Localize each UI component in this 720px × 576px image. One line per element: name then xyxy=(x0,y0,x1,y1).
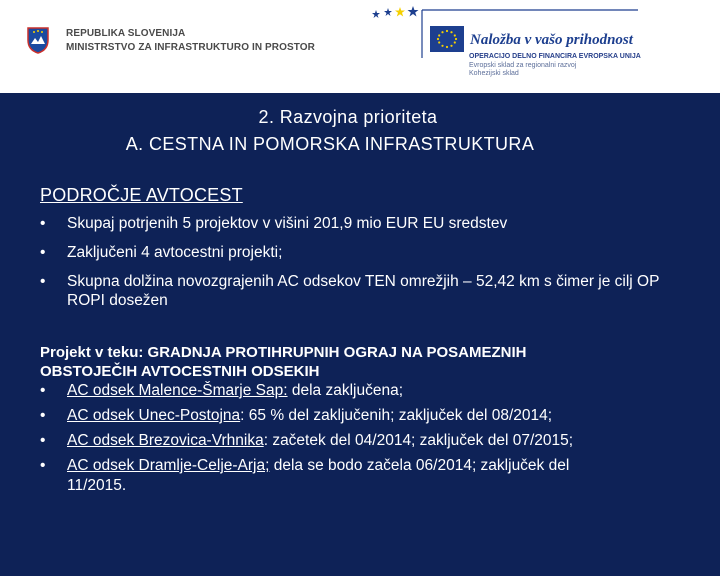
ministry-name xyxy=(66,27,315,55)
ministry-line2: MINISTRSTVO ZA INFRASTRUKTURO IN PROSTOR xyxy=(66,42,315,53)
item-status-continued: 11/2015. xyxy=(67,477,127,494)
bullet-marker: • xyxy=(40,457,46,474)
project-heading-line1: Projekt v teku: GRADNJA PROTIHRUPNIH OGRAJ NA POSAMEZNIH xyxy=(40,344,527,361)
section-link[interactable]: AC odsek Malence-Šmarje Sap: xyxy=(67,382,288,399)
eu-slogan: Naložba v vašo prihodnost xyxy=(470,32,633,48)
header-banner xyxy=(0,0,720,93)
section-link[interactable]: AC odsek Unec-Postojna xyxy=(67,407,241,424)
item-status: dela se bodo začela 06/2014; zaključek del xyxy=(269,457,570,474)
bullet-text: Zaključeni 4 avtocestni projekti; xyxy=(67,244,283,261)
slide-title-line2: A. CESTNA IN POMORSKA INFRASTRUKTURA xyxy=(125,134,535,154)
bullet-marker: • xyxy=(40,244,46,261)
project-heading xyxy=(40,343,680,381)
bullet-marker: • xyxy=(40,407,46,424)
eu-funding-note xyxy=(469,53,641,79)
slide-title-line1: 2. Razvojna prioriteta xyxy=(258,107,438,127)
ministry-line1: REPUBLIKA SLOVENIJA xyxy=(66,28,186,39)
bullet-marker: • xyxy=(40,382,46,399)
section-link[interactable]: AC odsek Brezovica-Vrhnika xyxy=(67,432,264,449)
item-status: dela zaključena; xyxy=(287,382,404,399)
bullet-marker: • xyxy=(40,273,46,290)
section-heading: PODROČJE AVTOCEST xyxy=(40,185,243,205)
bullet-marker: • xyxy=(40,432,46,449)
item-status: : 65 % del zaključenih; zaključek del 08/2014; xyxy=(240,407,553,424)
eu-funding-line2: Evropski sklad za regionalni razvoj xyxy=(469,61,577,69)
eu-flag-icon xyxy=(430,26,464,52)
bullet-marker: • xyxy=(40,215,46,232)
eu-funding-line1: OPERACIJO DELNO FINANCIRA EVROPSKA UNIJA xyxy=(469,53,641,60)
bullet-text: Skupaj potrjenih 5 projektov v višini 201,9 mio EUR EU sredstev xyxy=(67,215,508,232)
project-heading-line2: OBSTOJEČIH AVTOCESTNIH ODSEKIH xyxy=(40,363,320,380)
bullet-text: Skupna dolžina novozgrajenih AC odsekov TEN omrežjih – 52,42 km s čimer je cilj OP ROPI dosežen xyxy=(67,273,660,309)
slovenia-coat-of-arms-icon xyxy=(26,26,50,54)
section-link[interactable]: AC odsek Dramlje-Celje-Arja; xyxy=(67,457,270,474)
item-status: : začetek del 04/2014; zaključek del 07/2015; xyxy=(263,432,574,449)
eu-funding-line3: Kohezijski sklad xyxy=(469,70,519,77)
